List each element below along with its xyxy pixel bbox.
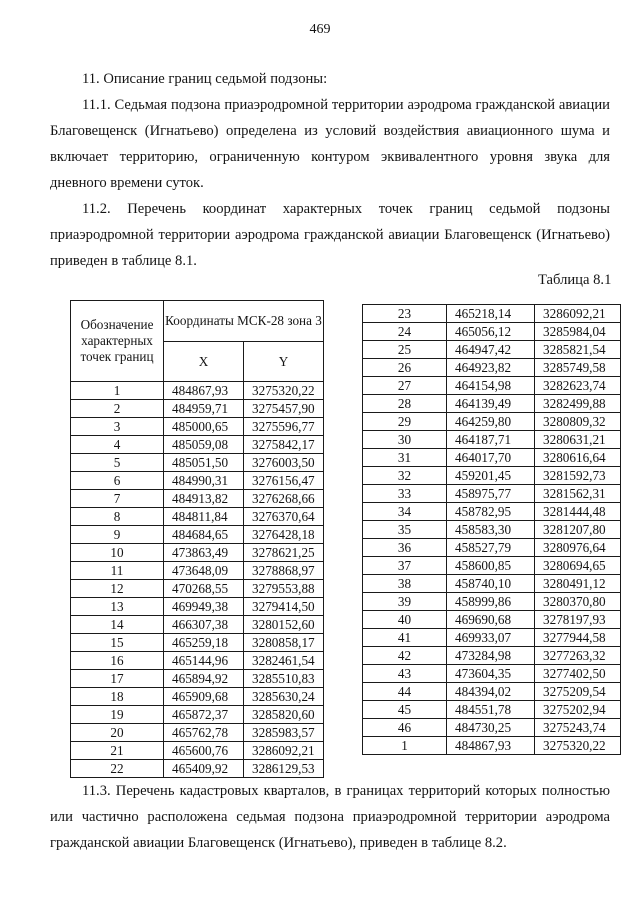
point-number-cell: 1: [71, 382, 164, 400]
table-row: [363, 395, 621, 413]
point-number-cell: 1: [363, 737, 447, 755]
table-left-body: [71, 382, 324, 778]
y-coordinate-cell: 3282499,88: [535, 395, 621, 413]
y-coordinate-cell: 3275243,74: [535, 719, 621, 737]
x-coordinate-cell: 469949,38: [164, 598, 244, 616]
x-coordinate-cell: 485051,50: [164, 454, 244, 472]
point-number-cell: 12: [71, 580, 164, 598]
x-coordinate-cell: 485059,08: [164, 436, 244, 454]
table-row: [363, 647, 621, 665]
point-number-cell: 7: [71, 490, 164, 508]
x-coordinate-cell: 470268,55: [164, 580, 244, 598]
x-coordinate-cell: 458600,85: [447, 557, 535, 575]
x-coordinate-cell: 469690,68: [447, 611, 535, 629]
point-number-cell: 27: [363, 377, 447, 395]
table-row: [71, 382, 324, 400]
table-row: [363, 485, 621, 503]
y-coordinate-cell: 3280491,12: [535, 575, 621, 593]
table-row: [71, 742, 324, 760]
table-row: [71, 688, 324, 706]
y-coordinate-cell: 3276003,50: [244, 454, 324, 472]
y-coordinate-cell: 3280370,80: [535, 593, 621, 611]
coordinates-table-left: [70, 300, 324, 778]
x-coordinate-cell: 484913,82: [164, 490, 244, 508]
y-coordinate-cell: 3281207,80: [535, 521, 621, 539]
point-number-cell: 21: [71, 742, 164, 760]
point-number-cell: 18: [71, 688, 164, 706]
x-coordinate-cell: 484990,31: [164, 472, 244, 490]
table-row: [71, 454, 324, 472]
point-number-cell: 42: [363, 647, 447, 665]
y-coordinate-cell: 3285749,58: [535, 359, 621, 377]
point-number-cell: 10: [71, 544, 164, 562]
table-row: [363, 323, 621, 341]
table-row: [71, 760, 324, 778]
table-row: [363, 719, 621, 737]
y-coordinate-cell: 3286129,53: [244, 760, 324, 778]
point-number-cell: 36: [363, 539, 447, 557]
page-number: 469: [309, 22, 331, 37]
table-row: [363, 665, 621, 683]
table-row: [71, 472, 324, 490]
y-coordinate-cell: 3281592,73: [535, 467, 621, 485]
x-coordinate-cell: 473648,09: [164, 562, 244, 580]
y-coordinate-cell: 3275202,94: [535, 701, 621, 719]
table-row: [363, 701, 621, 719]
section-heading: 11. Описание границ седьмой подзоны:: [82, 71, 328, 87]
x-coordinate-cell: 484867,93: [164, 382, 244, 400]
table-row: [71, 490, 324, 508]
point-number-cell: 34: [363, 503, 447, 521]
table-row: [363, 593, 621, 611]
y-coordinate-cell: 3277263,32: [535, 647, 621, 665]
x-coordinate-cell: 464154,98: [447, 377, 535, 395]
table-row: [363, 521, 621, 539]
x-coordinate-cell: 464923,82: [447, 359, 535, 377]
table-row: [363, 575, 621, 593]
x-coordinate-cell: 484551,78: [447, 701, 535, 719]
x-coordinate-cell: 485000,65: [164, 418, 244, 436]
x-coordinate-cell: 458583,30: [447, 521, 535, 539]
point-number-cell: 38: [363, 575, 447, 593]
table-row: [363, 359, 621, 377]
y-coordinate-cell: 3285510,83: [244, 670, 324, 688]
y-coordinate-cell: 3281444,48: [535, 503, 621, 521]
table-row: [363, 341, 621, 359]
y-coordinate-cell: 3280976,64: [535, 539, 621, 557]
table-row: [71, 526, 324, 544]
table-row: [71, 670, 324, 688]
point-number-cell: 40: [363, 611, 447, 629]
x-coordinate-cell: 473863,49: [164, 544, 244, 562]
x-coordinate-cell: 464187,71: [447, 431, 535, 449]
x-coordinate-cell: 484730,25: [447, 719, 535, 737]
y-coordinate-cell: 3282461,54: [244, 652, 324, 670]
point-number-cell: 30: [363, 431, 447, 449]
table-caption: Таблица 8.1: [538, 272, 612, 288]
table-row: [71, 652, 324, 670]
header-y: Y: [244, 341, 324, 382]
y-coordinate-cell: 3278868,97: [244, 562, 324, 580]
table-row: [363, 305, 621, 323]
point-number-cell: 5: [71, 454, 164, 472]
coordinates-table-right: [362, 304, 621, 755]
x-coordinate-cell: 459201,45: [447, 467, 535, 485]
table-right-body: [363, 305, 621, 755]
point-number-cell: 46: [363, 719, 447, 737]
table-row: [71, 418, 324, 436]
point-number-cell: 28: [363, 395, 447, 413]
point-number-cell: 23: [363, 305, 447, 323]
point-number-cell: 15: [71, 634, 164, 652]
x-coordinate-cell: 464259,80: [447, 413, 535, 431]
y-coordinate-cell: 3280694,65: [535, 557, 621, 575]
point-number-cell: 6: [71, 472, 164, 490]
table-row: [71, 580, 324, 598]
point-number-cell: 44: [363, 683, 447, 701]
point-number-cell: 20: [71, 724, 164, 742]
point-number-cell: 31: [363, 449, 447, 467]
y-coordinate-cell: 3275457,90: [244, 400, 324, 418]
x-coordinate-cell: 464139,49: [447, 395, 535, 413]
point-number-cell: 13: [71, 598, 164, 616]
table-row: [363, 557, 621, 575]
x-coordinate-cell: 465872,37: [164, 706, 244, 724]
point-number-cell: 45: [363, 701, 447, 719]
table-row: [363, 683, 621, 701]
x-coordinate-cell: 465909,68: [164, 688, 244, 706]
point-number-cell: 14: [71, 616, 164, 634]
table-row: [363, 503, 621, 521]
table-row: [71, 598, 324, 616]
x-coordinate-cell: 465218,14: [447, 305, 535, 323]
y-coordinate-cell: 3275842,17: [244, 436, 324, 454]
x-coordinate-cell: 484684,65: [164, 526, 244, 544]
x-coordinate-cell: 458740,10: [447, 575, 535, 593]
point-number-cell: 33: [363, 485, 447, 503]
y-coordinate-cell: 3281562,31: [535, 485, 621, 503]
x-coordinate-cell: 484867,93: [447, 737, 535, 755]
table-row: [71, 544, 324, 562]
y-coordinate-cell: 3275320,22: [244, 382, 324, 400]
table-row: [363, 611, 621, 629]
y-coordinate-cell: 3280616,64: [535, 449, 621, 467]
y-coordinate-cell: 3285984,04: [535, 323, 621, 341]
x-coordinate-cell: 473284,98: [447, 647, 535, 665]
x-coordinate-cell: 465259,18: [164, 634, 244, 652]
y-coordinate-cell: 3280631,21: [535, 431, 621, 449]
x-coordinate-cell: 484959,71: [164, 400, 244, 418]
x-coordinate-cell: 484811,84: [164, 508, 244, 526]
x-coordinate-cell: 458527,79: [447, 539, 535, 557]
x-coordinate-cell: 464947,42: [447, 341, 535, 359]
header-x: X: [164, 341, 244, 382]
table-row: [363, 467, 621, 485]
paragraph-11-2: 11.2. Перечень координат характерных точек границ седьмой подзоны приаэродромной территории аэродрома гражданской авиации Благовещенск (Игнатьево) приведен в таблице 8.1.: [50, 201, 610, 269]
point-number-cell: 19: [71, 706, 164, 724]
y-coordinate-cell: 3276268,66: [244, 490, 324, 508]
point-number-cell: 4: [71, 436, 164, 454]
table-row: [363, 413, 621, 431]
y-coordinate-cell: 3279414,50: [244, 598, 324, 616]
point-number-cell: 32: [363, 467, 447, 485]
table-row: [363, 629, 621, 647]
y-coordinate-cell: 3276156,47: [244, 472, 324, 490]
table-row: [363, 377, 621, 395]
y-coordinate-cell: 3280152,60: [244, 616, 324, 634]
y-coordinate-cell: 3275596,77: [244, 418, 324, 436]
point-number-cell: 11: [71, 562, 164, 580]
point-number-cell: 39: [363, 593, 447, 611]
y-coordinate-cell: 3285630,24: [244, 688, 324, 706]
table-row: [71, 634, 324, 652]
header-point-label: Обозначение характерных точек границ: [71, 301, 164, 382]
y-coordinate-cell: 3277402,50: [535, 665, 621, 683]
point-number-cell: 29: [363, 413, 447, 431]
table-row: [363, 539, 621, 557]
y-coordinate-cell: 3275320,22: [535, 737, 621, 755]
point-number-cell: 16: [71, 652, 164, 670]
point-number-cell: 22: [71, 760, 164, 778]
point-number-cell: 26: [363, 359, 447, 377]
point-number-cell: 8: [71, 508, 164, 526]
table-row: [363, 449, 621, 467]
y-coordinate-cell: 3278197,93: [535, 611, 621, 629]
point-number-cell: 24: [363, 323, 447, 341]
point-number-cell: 25: [363, 341, 447, 359]
table-row: [71, 400, 324, 418]
y-coordinate-cell: 3285820,60: [244, 706, 324, 724]
point-number-cell: 3: [71, 418, 164, 436]
header-coordinates: Координаты МСК-28 зона 3: [164, 301, 324, 342]
table-row: [363, 431, 621, 449]
x-coordinate-cell: 458975,77: [447, 485, 535, 503]
y-coordinate-cell: 3286092,21: [535, 305, 621, 323]
y-coordinate-cell: 3276428,18: [244, 526, 324, 544]
x-coordinate-cell: 465894,92: [164, 670, 244, 688]
paragraph-11-3: 11.3. Перечень кадастровых кварталов, в границах территорий которых полностью или частично расположена седьмая подзона приаэродромной территории аэродрома гражданской авиации Благовещенск (Игнатьево), приведен в таблице 8.2.: [50, 783, 610, 851]
x-coordinate-cell: 473604,35: [447, 665, 535, 683]
point-number-cell: 17: [71, 670, 164, 688]
y-coordinate-cell: 3280858,17: [244, 634, 324, 652]
y-coordinate-cell: 3276370,64: [244, 508, 324, 526]
y-coordinate-cell: 3285821,54: [535, 341, 621, 359]
y-coordinate-cell: 3282623,74: [535, 377, 621, 395]
table-row: [71, 436, 324, 454]
x-coordinate-cell: 465409,92: [164, 760, 244, 778]
y-coordinate-cell: 3279553,88: [244, 580, 324, 598]
point-number-cell: 2: [71, 400, 164, 418]
x-coordinate-cell: 469933,07: [447, 629, 535, 647]
y-coordinate-cell: 3278621,25: [244, 544, 324, 562]
paragraph-11-1: 11.1. Седьмая подзона приаэродромной территории аэродрома гражданской авиации Благовещенск (Игнатьево) определена из условий воздействия авиационного шума и включает территорию, ограниченную контуром эквивалентного уровня звука для дневного времени суток.: [50, 97, 610, 191]
y-coordinate-cell: 3275209,54: [535, 683, 621, 701]
point-number-cell: 9: [71, 526, 164, 544]
y-coordinate-cell: 3277944,58: [535, 629, 621, 647]
table-row: [363, 737, 621, 755]
x-coordinate-cell: 465600,76: [164, 742, 244, 760]
table-row: [71, 724, 324, 742]
x-coordinate-cell: 484394,02: [447, 683, 535, 701]
point-number-cell: 37: [363, 557, 447, 575]
x-coordinate-cell: 465762,78: [164, 724, 244, 742]
table-row: [71, 616, 324, 634]
y-coordinate-cell: 3280809,32: [535, 413, 621, 431]
point-number-cell: 35: [363, 521, 447, 539]
table-row: [71, 706, 324, 724]
point-number-cell: 41: [363, 629, 447, 647]
x-coordinate-cell: 465144,96: [164, 652, 244, 670]
x-coordinate-cell: 458782,95: [447, 503, 535, 521]
y-coordinate-cell: 3286092,21: [244, 742, 324, 760]
x-coordinate-cell: 466307,38: [164, 616, 244, 634]
point-number-cell: 43: [363, 665, 447, 683]
table-row: [71, 508, 324, 526]
x-coordinate-cell: 465056,12: [447, 323, 535, 341]
table-row: [71, 562, 324, 580]
y-coordinate-cell: 3285983,57: [244, 724, 324, 742]
x-coordinate-cell: 464017,70: [447, 449, 535, 467]
x-coordinate-cell: 458999,86: [447, 593, 535, 611]
